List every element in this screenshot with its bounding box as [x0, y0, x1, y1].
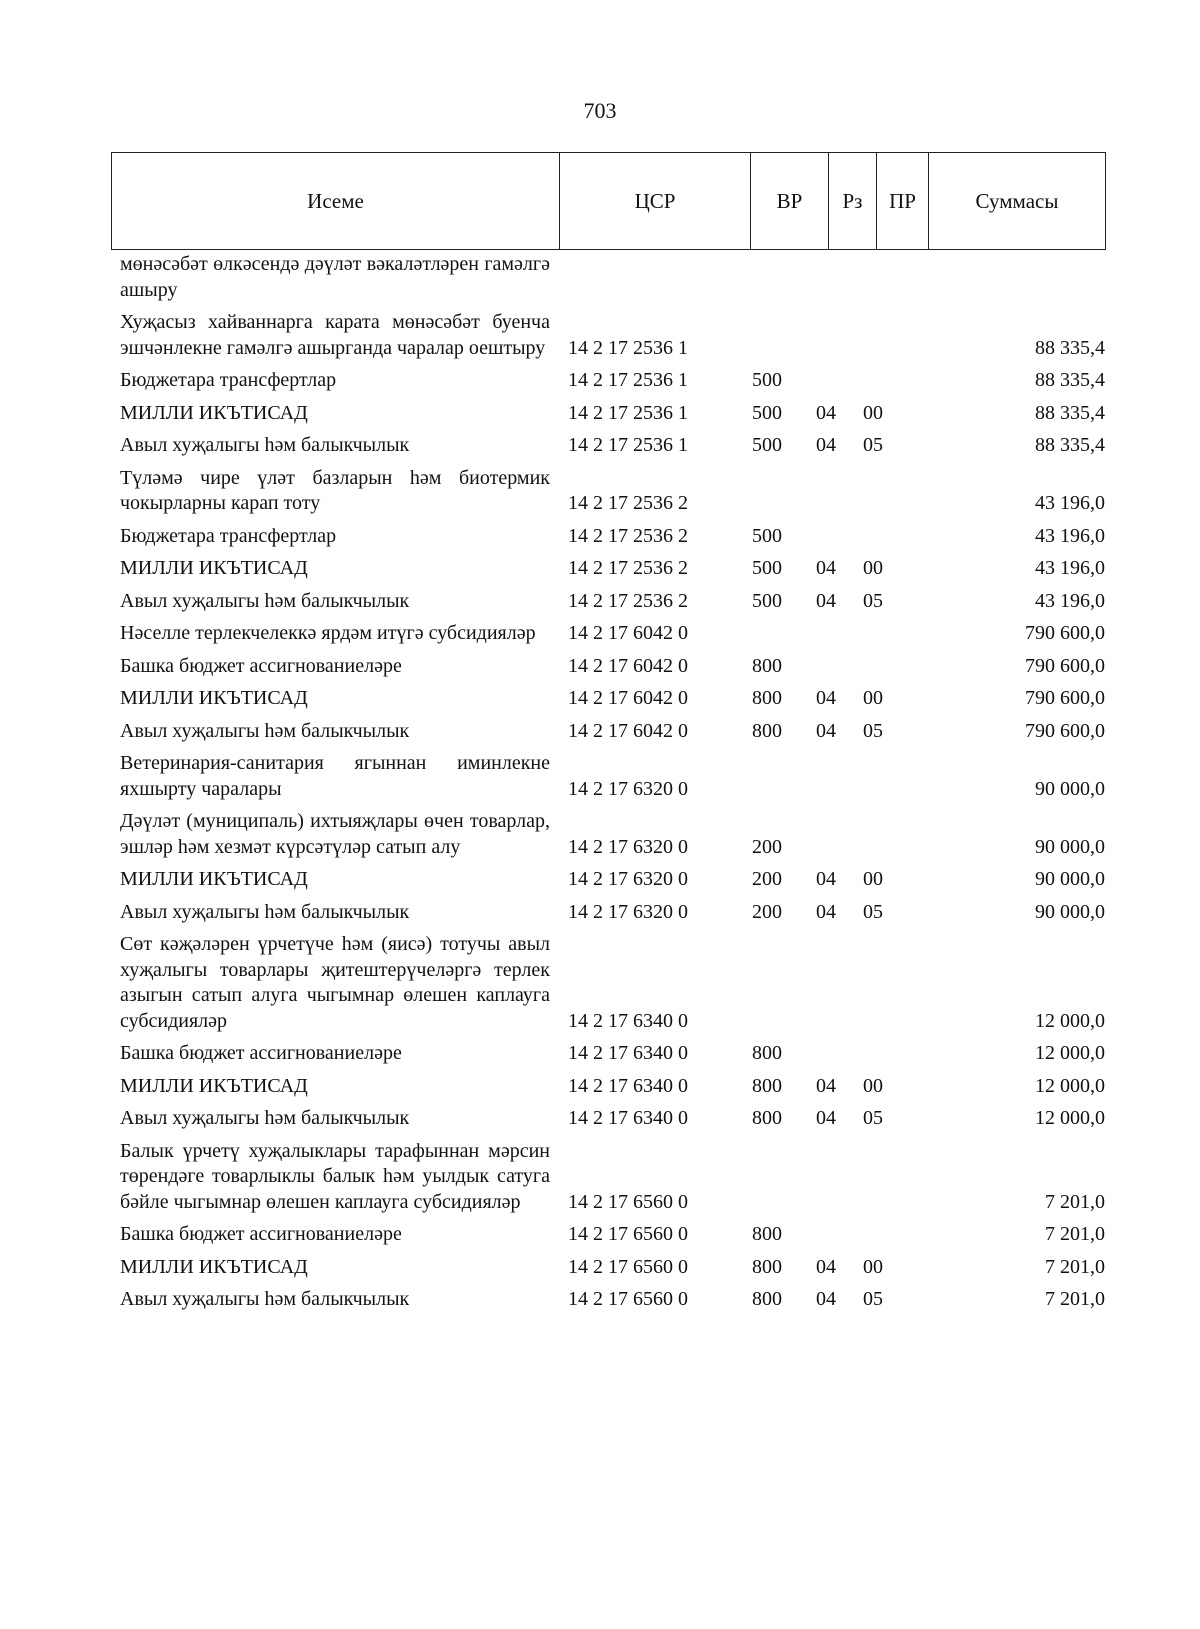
row-sum-cell: 90 000,0 — [1035, 900, 1105, 923]
row-sum-cell: 790 600,0 — [1025, 622, 1105, 644]
row-pr-cell: 05 — [863, 900, 883, 923]
row-sum-cell: 90 000,0 — [1035, 835, 1105, 858]
row-name-cell: МИЛЛИ ИКЪТИСАД — [120, 557, 308, 579]
row-rz-cell: 04 — [816, 1107, 836, 1129]
row-name-cell: МИЛЛИ ИКЪТИСАД — [120, 868, 308, 890]
row-vr-cell: 800 — [752, 1255, 782, 1278]
row-sum-cell: 7 201,0 — [1045, 1190, 1105, 1213]
row-rz-cell: 04 — [816, 1288, 836, 1310]
table-row — [120, 252, 1105, 303]
row-vr-cell: 500 — [752, 369, 782, 391]
table-row — [120, 368, 1105, 394]
table-row — [120, 1074, 1105, 1100]
row-vr-cell: 800 — [752, 1107, 782, 1129]
row-rz-cell: 04 — [816, 401, 836, 424]
row-name-cell: Бюджетара трансфертлар — [120, 369, 337, 391]
row-name-cell: МИЛЛИ ИКЪТИСАД — [120, 1255, 308, 1278]
row-name-cell: мөнәсәбәт өлкәсендә дәүләт вәкаләтләрен гамәлгә ашыру — [120, 253, 550, 301]
row-sum-cell: 88 335,4 — [1035, 401, 1105, 424]
row-csr-cell: 14 2 17 6320 0 — [568, 900, 688, 923]
row-csr-cell: 14 2 17 6560 0 — [568, 1288, 688, 1310]
row-csr-cell: 14 2 17 6320 0 — [568, 868, 688, 890]
table-row — [120, 1139, 1105, 1216]
row-vr-cell: 800 — [752, 719, 782, 742]
row-pr-cell: 05 — [863, 719, 883, 742]
row-name-cell: Башка бюджет ассигнованиеләре — [120, 1223, 402, 1245]
row-csr-cell: 14 2 17 2536 2 — [568, 492, 688, 514]
row-rz-cell: 04 — [816, 557, 836, 579]
row-sum-cell: 43 196,0 — [1035, 524, 1105, 547]
row-name-cell: Башка бюджет ассигнованиеләре — [120, 1042, 402, 1064]
row-pr-cell: 00 — [863, 868, 883, 890]
row-csr-cell: 14 2 17 2536 1 — [568, 369, 688, 391]
row-pr-cell: 00 — [863, 557, 883, 579]
table-row — [120, 867, 1105, 893]
row-pr-cell: 00 — [863, 1255, 883, 1278]
row-sum-cell: 7 201,0 — [1045, 1288, 1105, 1310]
row-name-cell: Авыл хуҗалыгы һәм балыкчылык — [120, 1288, 410, 1310]
row-csr-cell: 14 2 17 6320 0 — [568, 835, 688, 858]
row-sum-cell: 43 196,0 — [1035, 492, 1105, 514]
row-vr-cell: 800 — [752, 654, 782, 677]
row-sum-cell: 88 335,4 — [1035, 336, 1105, 359]
row-vr-cell: 800 — [752, 1074, 782, 1097]
row-vr-cell: 200 — [752, 835, 782, 858]
table-row — [120, 751, 1105, 802]
row-csr-cell: 14 2 17 6042 0 — [568, 719, 688, 742]
row-csr-cell: 14 2 17 2536 2 — [568, 589, 688, 612]
table-body — [120, 252, 1105, 1320]
row-name-cell: МИЛЛИ ИКЪТИСАД — [120, 687, 308, 709]
row-rz-cell: 04 — [816, 1255, 836, 1278]
row-sum-cell: 90 000,0 — [1035, 777, 1105, 800]
row-name-cell: Авыл хуҗалыгы һәм балыкчылык — [120, 434, 410, 456]
row-csr-cell: 14 2 17 2536 2 — [568, 524, 688, 547]
table-row — [120, 900, 1105, 926]
page-number: 703 — [583, 98, 617, 123]
row-csr-cell: 14 2 17 6042 0 — [568, 622, 688, 644]
table-row — [120, 1287, 1105, 1313]
row-csr-cell: 14 2 17 6320 0 — [568, 777, 688, 800]
table-row — [120, 809, 1105, 860]
header-pr: ПР — [876, 153, 928, 249]
row-name-cell: МИЛЛИ ИКЪТИСАД — [120, 1074, 308, 1097]
row-csr-cell: 14 2 17 2536 1 — [568, 401, 688, 424]
row-name-cell: Нәселле терлекчелеккә ярдәм итүгә субсидияләр — [120, 622, 536, 644]
row-pr-cell: 05 — [863, 589, 883, 612]
row-name-cell: Дәүләт (муниципаль) ихтыяҗлары өчен товарлар, эшләр һәм хезмәт күрсәтүләр сатып алу — [120, 810, 550, 858]
header-sum: Суммасы — [928, 153, 1105, 249]
row-vr-cell: 800 — [752, 1042, 782, 1064]
row-name-cell: Хуҗасыз хайваннарга карата мөнәсәбәт буенча эшчәнлекне гамәлгә ашырганда чаралар оештыру — [120, 311, 550, 359]
row-name-cell: Ветеринария-санитария ягыннан иминлекне яхшырту чаралары — [120, 752, 550, 800]
row-csr-cell: 14 2 17 2536 2 — [568, 557, 688, 579]
row-name-cell: Авыл хуҗалыгы һәм балыкчылык — [120, 900, 410, 923]
row-vr-cell: 800 — [752, 1223, 782, 1245]
table-row — [120, 310, 1105, 361]
row-sum-cell: 12 000,0 — [1035, 1107, 1105, 1129]
row-csr-cell: 14 2 17 6560 0 — [568, 1255, 688, 1278]
row-sum-cell: 790 600,0 — [1025, 719, 1105, 742]
row-sum-cell: 12 000,0 — [1035, 1009, 1105, 1032]
row-csr-cell: 14 2 17 6560 0 — [568, 1190, 688, 1213]
row-csr-cell: 14 2 17 6340 0 — [568, 1042, 688, 1064]
table-row — [120, 589, 1105, 615]
table-row — [120, 466, 1105, 517]
row-name-cell: Бюджетара трансфертлар — [120, 524, 337, 547]
row-csr-cell: 14 2 17 2536 1 — [568, 434, 688, 456]
row-rz-cell: 04 — [816, 868, 836, 890]
row-rz-cell: 04 — [816, 1074, 836, 1097]
table-row — [120, 401, 1105, 427]
table-row — [120, 556, 1105, 582]
table-row — [120, 654, 1105, 680]
table-header — [111, 152, 1106, 250]
row-sum-cell: 790 600,0 — [1025, 654, 1105, 677]
row-sum-cell: 7 201,0 — [1045, 1223, 1105, 1245]
row-vr-cell: 200 — [752, 900, 782, 923]
row-name-cell: МИЛЛИ ИКЪТИСАД — [120, 401, 308, 424]
row-vr-cell: 500 — [752, 434, 782, 456]
row-csr-cell: 14 2 17 6340 0 — [568, 1074, 688, 1097]
table-row — [120, 621, 1105, 647]
row-name-cell: Башка бюджет ассигнованиеләре — [120, 654, 402, 677]
table-row — [120, 433, 1105, 459]
row-csr-cell: 14 2 17 6340 0 — [568, 1107, 688, 1129]
row-vr-cell: 500 — [752, 557, 782, 579]
row-name-cell: Авыл хуҗалыгы һәм балыкчылык — [120, 1107, 410, 1129]
row-rz-cell: 04 — [816, 719, 836, 742]
row-pr-cell: 05 — [863, 434, 883, 456]
row-pr-cell: 00 — [863, 687, 883, 709]
row-pr-cell: 00 — [863, 401, 883, 424]
row-rz-cell: 04 — [816, 589, 836, 612]
row-rz-cell: 04 — [816, 900, 836, 923]
table-row — [120, 524, 1105, 550]
table-row — [120, 719, 1105, 745]
row-vr-cell: 500 — [752, 524, 782, 547]
row-vr-cell: 800 — [752, 687, 782, 709]
header-csr: ЦСР — [559, 153, 750, 249]
row-csr-cell: 14 2 17 6042 0 — [568, 654, 688, 677]
row-name-cell: Авыл хуҗалыгы һәм балыкчылык — [120, 589, 410, 612]
row-sum-cell: 90 000,0 — [1035, 868, 1105, 890]
row-sum-cell: 43 196,0 — [1035, 589, 1105, 612]
row-pr-cell: 05 — [863, 1288, 883, 1310]
table-row — [120, 1222, 1105, 1248]
row-vr-cell: 500 — [752, 589, 782, 612]
row-pr-cell: 00 — [863, 1074, 883, 1097]
row-name-cell: Балык үрчетү хуҗалыклары тарафыннан мәрсин төрендәге товарлыклы балык һәм уылдык сатуга бәйле чыгымнар өлешен каплауга субсидияләр — [120, 1139, 550, 1213]
row-csr-cell: 14 2 17 2536 1 — [568, 336, 688, 359]
row-sum-cell: 12 000,0 — [1035, 1074, 1105, 1097]
row-name-cell: Сөт кәҗәләрен үрчетүче һәм (яисә) тотучы авыл хуҗалыгы товарлары җитештерүчеләргә терлек азыгын сатып алуга чыгымнар өлешен каплауга субсидияләр — [120, 933, 550, 1032]
header-rz: Рз — [828, 153, 876, 249]
header-name: Исеме — [307, 188, 364, 213]
row-vr-cell: 800 — [752, 1288, 782, 1310]
row-csr-cell: 14 2 17 6340 0 — [568, 1009, 688, 1032]
row-vr-cell: 500 — [752, 401, 782, 424]
table-row — [120, 1106, 1105, 1132]
row-rz-cell: 04 — [816, 434, 836, 456]
row-rz-cell: 04 — [816, 687, 836, 709]
row-sum-cell: 790 600,0 — [1025, 687, 1105, 709]
row-sum-cell: 88 335,4 — [1035, 369, 1105, 391]
row-pr-cell: 05 — [863, 1107, 883, 1129]
row-sum-cell: 43 196,0 — [1035, 557, 1105, 579]
row-csr-cell: 14 2 17 6042 0 — [568, 687, 688, 709]
row-sum-cell: 7 201,0 — [1045, 1255, 1105, 1278]
row-sum-cell: 88 335,4 — [1035, 434, 1105, 456]
row-name-cell: Авыл хуҗалыгы һәм балыкчылык — [120, 719, 410, 742]
row-sum-cell: 12 000,0 — [1035, 1042, 1105, 1064]
table-row — [120, 1255, 1105, 1281]
table-row — [120, 686, 1105, 712]
row-csr-cell: 14 2 17 6560 0 — [568, 1223, 688, 1245]
row-name-cell: Түләмә чире үләт базларын һәм биотермик чокырларны карап тоту — [120, 466, 550, 514]
header-vr: ВР — [750, 153, 828, 249]
row-vr-cell: 200 — [752, 868, 782, 890]
table-row — [120, 1041, 1105, 1067]
table-row — [120, 932, 1105, 1034]
